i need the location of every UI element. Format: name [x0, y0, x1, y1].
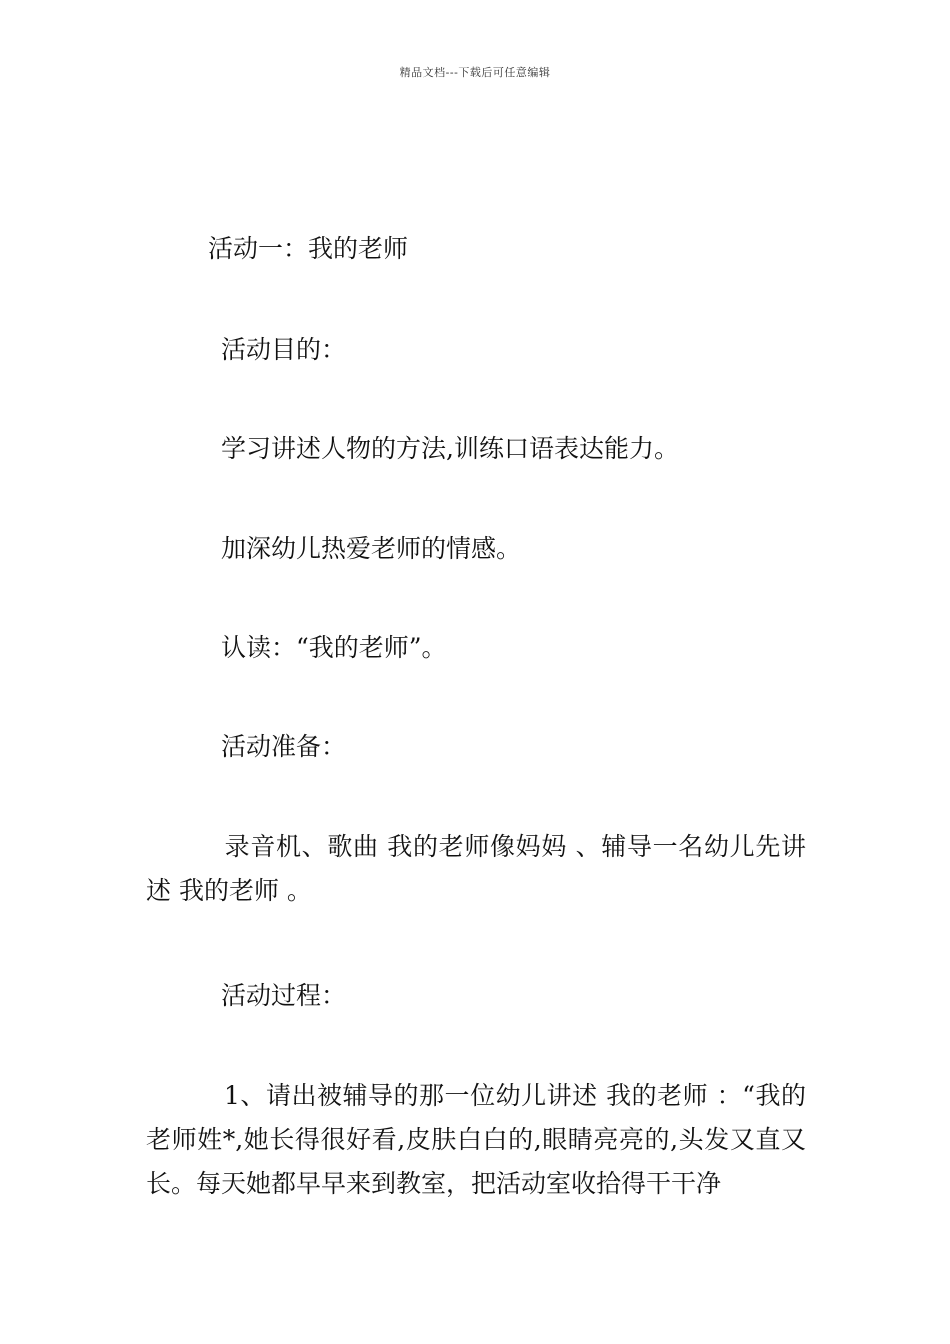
- page-header: 精品文档---下载后可任意编辑: [399, 66, 551, 79]
- goal-item-1: 学习讲述人物的方法,训练口语表达能力。: [221, 434, 679, 463]
- prep-text: 录音机、歌曲 我的老师像妈妈 、辅导一名幼儿先讲述 我的老师 。: [146, 832, 806, 905]
- process-heading: 活动过程：: [221, 981, 347, 1010]
- process-paragraph: [146, 1074, 806, 1206]
- process-step-1: 1、请出被辅导的那一位幼儿讲述 我的老师 ：“我的老师姓*,她长得很好看,皮肤白白的,眼睛亮亮的,头发又直又长。每天她都早早来到教室，把活动室收拾得干干净: [146, 1081, 806, 1198]
- activity-title: 活动一：我的老师: [208, 234, 409, 263]
- prep-heading: 活动准备：: [221, 732, 347, 761]
- prep-paragraph: [146, 825, 806, 913]
- goal-item-2: 加深幼儿热爱老师的情感。: [221, 534, 522, 563]
- goal-item-3: 认读：“我的老师”。: [221, 633, 447, 662]
- goal-heading: 活动目的：: [221, 335, 347, 364]
